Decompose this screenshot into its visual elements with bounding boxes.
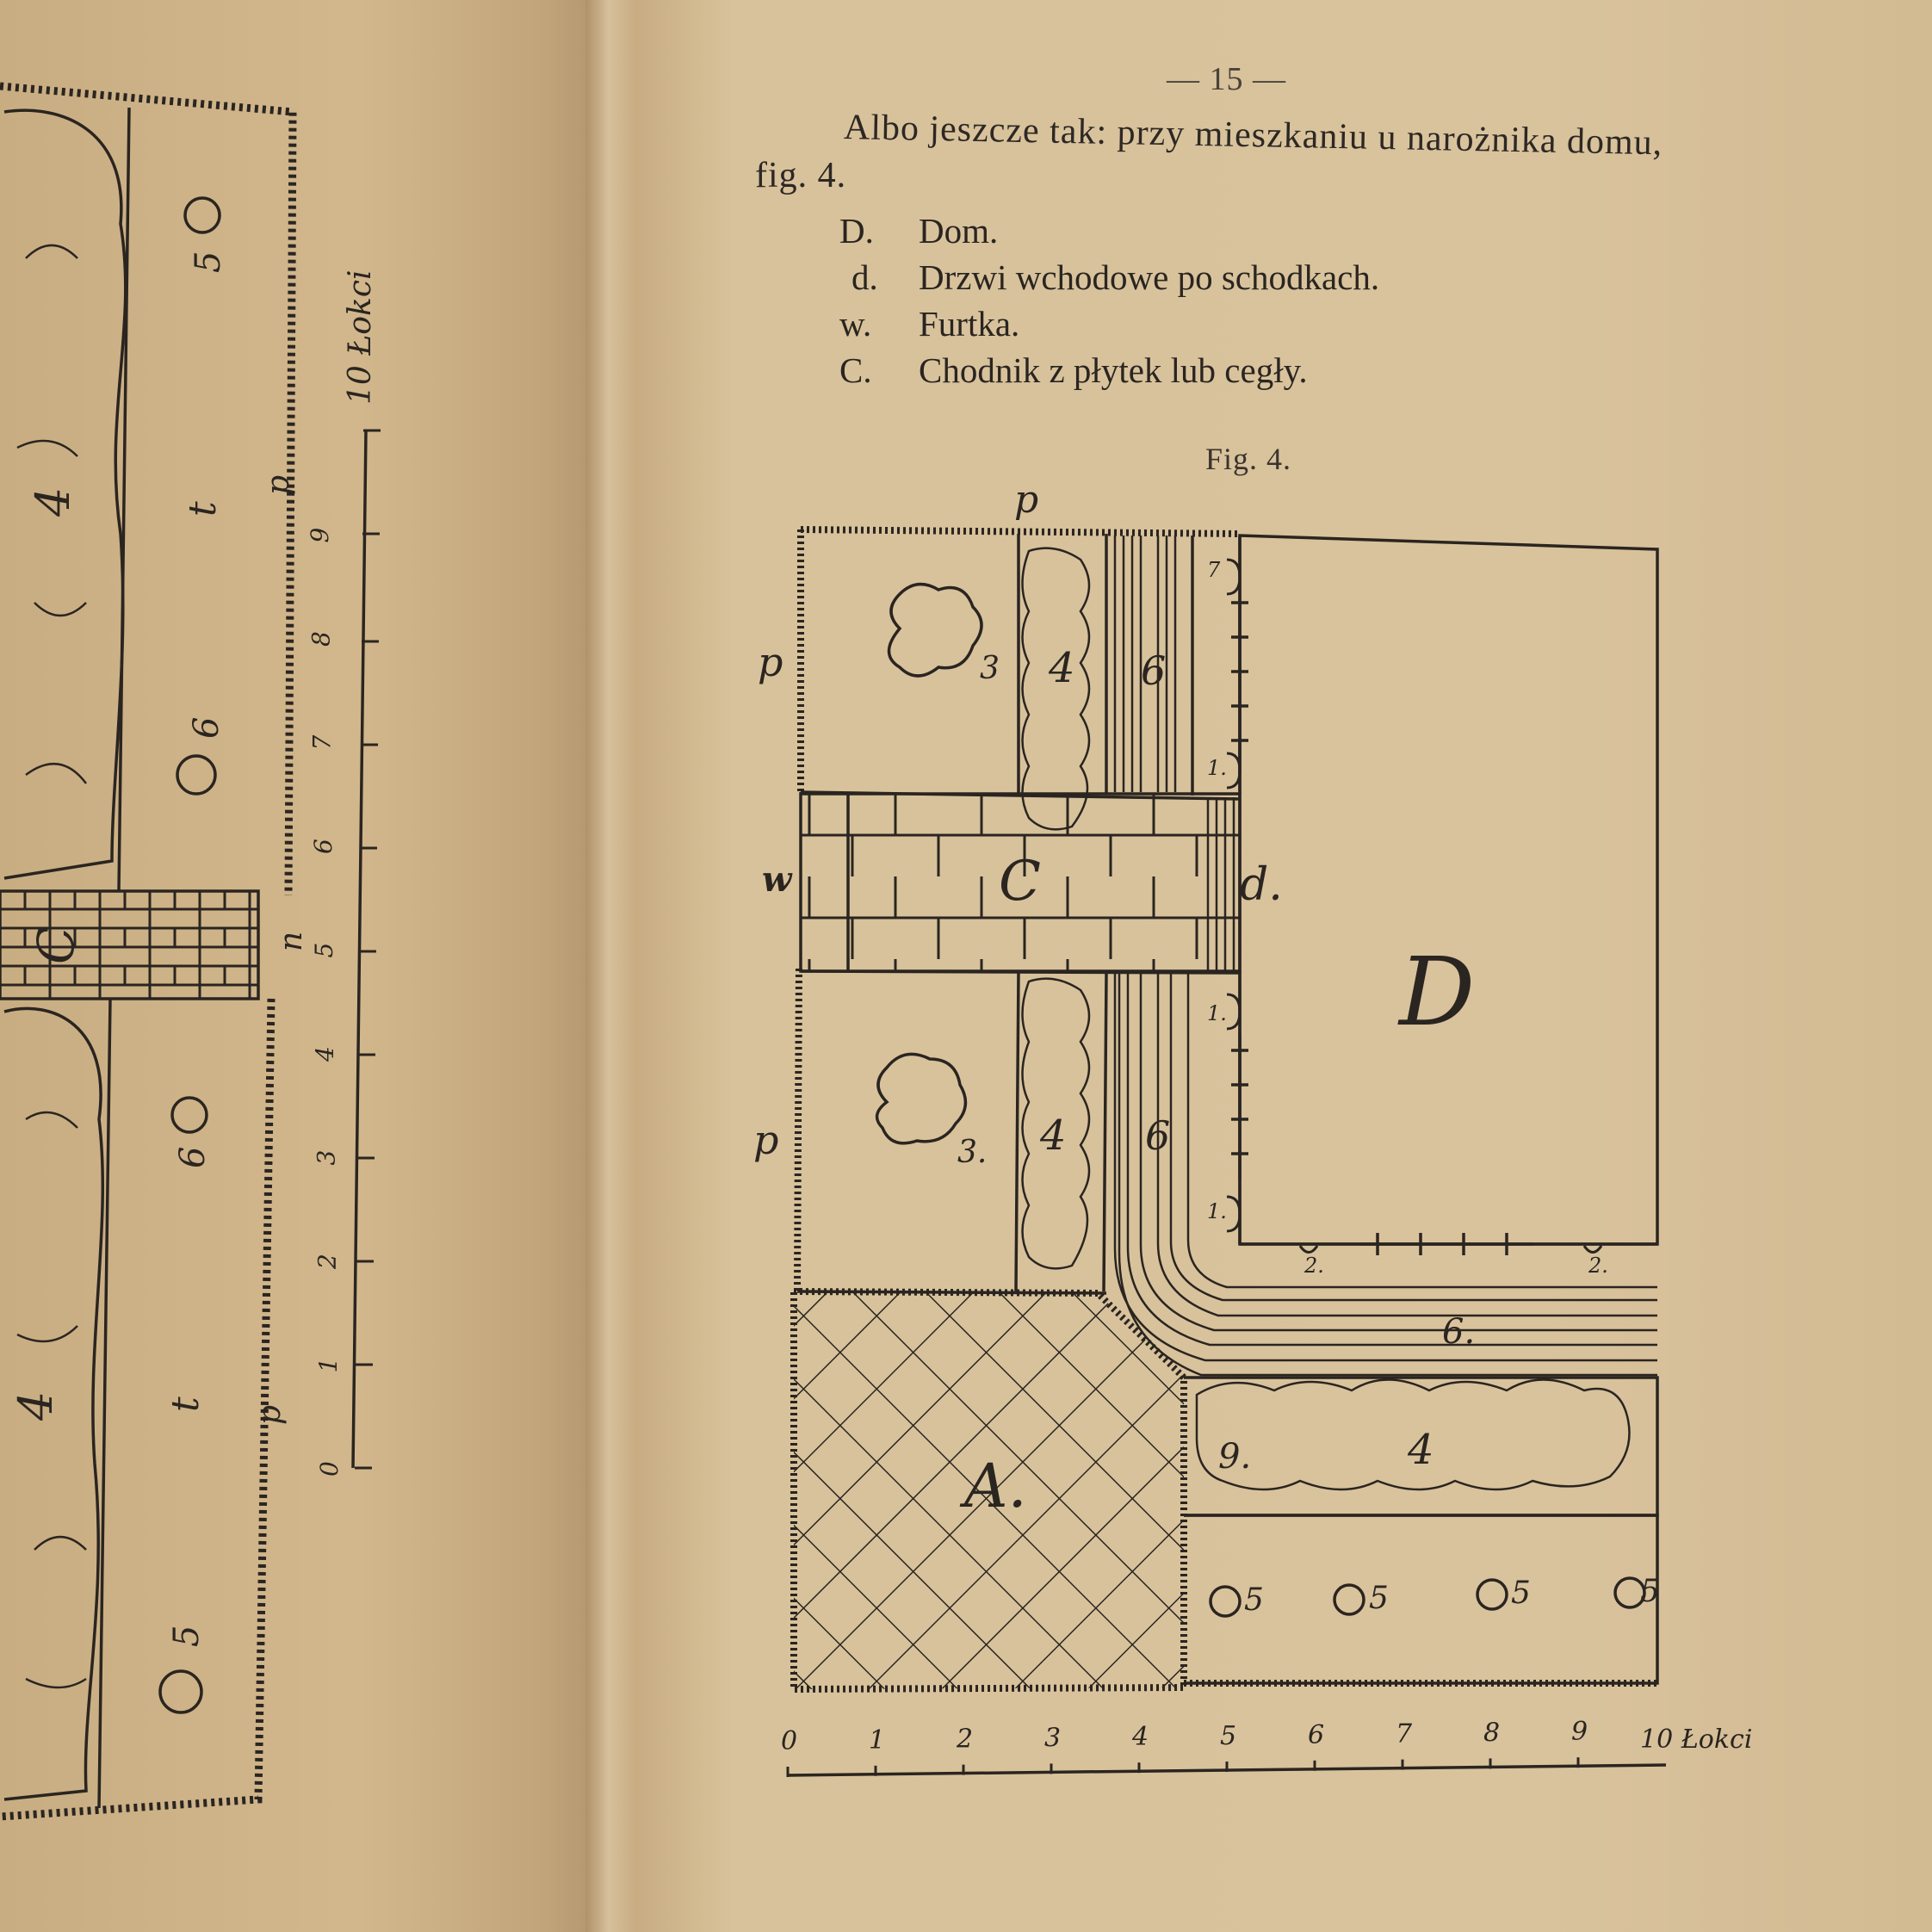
legend-key: D. <box>839 211 874 251</box>
scale-tick-label: 0 <box>781 1726 798 1756</box>
scale-tick-label: 8 <box>1483 1718 1501 1749</box>
stripe-lower-number: 6 <box>1145 1112 1171 1159</box>
left-bed-a-label: 4 <box>26 486 80 517</box>
fence-top-label: p <box>1014 478 1039 522</box>
left-path-label: C <box>27 926 85 964</box>
small-mark: 1. <box>1207 756 1227 780</box>
shrub-row-number: 5 <box>1511 1576 1531 1611</box>
scale-tick-label: 6 <box>1308 1719 1325 1750</box>
hedge-bottom-left-number: 9. <box>1218 1437 1252 1477</box>
legend-text: Drzwi wchodowe po schodkach. <box>919 257 1380 297</box>
gate-label: w <box>762 859 792 900</box>
scale-tick-label: 2 <box>957 1724 974 1755</box>
strip-upper-number: 4 <box>1049 644 1075 692</box>
house-outline <box>1240 536 1657 1244</box>
scale-tick-label: 4 <box>1132 1722 1149 1753</box>
scale-tick-label: 3 <box>1044 1723 1062 1754</box>
left-t-upper-label: t <box>181 501 225 517</box>
left-scale-tick-label: 0 <box>315 1461 344 1477</box>
left-shrub-mid2-num: 6 <box>173 1146 213 1168</box>
left-scale-tick-label: 3 <box>312 1149 341 1166</box>
legend-key: d. <box>851 257 878 297</box>
page-number: — 15 — <box>1167 61 1286 97</box>
figure-caption: Fig. 4. <box>1205 442 1292 476</box>
left-scale-unit: 10 Łokci <box>343 269 378 405</box>
left-fence3-label: n <box>274 931 309 951</box>
legend-text: Furtka. <box>919 304 1020 344</box>
legend-key: w. <box>839 304 872 344</box>
house-label: D <box>1399 937 1476 1047</box>
left-fence2-label: p <box>252 1404 288 1425</box>
strip-lower-number: 4 <box>1040 1112 1067 1160</box>
left-scale-tick-label: 1 <box>313 1357 343 1373</box>
left-scale-tick-label: 9 <box>306 527 335 543</box>
left-shrub-mid-num: 6 <box>187 716 226 739</box>
scale-tick-label: 1 <box>869 1725 886 1756</box>
plan-lines <box>788 529 1666 1777</box>
scale-tick-label: 5 <box>1220 1721 1237 1751</box>
left-scale-tick-label: 4 <box>311 1046 340 1062</box>
fence-left-upper-label: p <box>758 639 783 685</box>
left-bed-b-label: 4 <box>9 1390 63 1421</box>
fence-left-lower-label: p <box>753 1117 779 1163</box>
small-mark: 7 <box>1207 558 1221 582</box>
shrub-row-number: 5 <box>1369 1581 1389 1616</box>
legend-text: Dom. <box>919 211 999 251</box>
left-scale-tick-label: 7 <box>307 734 337 751</box>
intro-continuation: fig. 4. <box>755 156 847 195</box>
shrub-row-number: 5 <box>1244 1582 1264 1618</box>
path-label: C <box>999 850 1041 913</box>
intro-line: Albo jeszcze tak: przy mieszkaniu u narożnika domu, <box>843 108 1663 164</box>
scale-tick-label: 9 <box>1571 1717 1588 1748</box>
stripe-upper-number: 6 <box>1141 647 1167 694</box>
small-mark: 1. <box>1207 1001 1227 1025</box>
left-scale-tick-label: 8 <box>307 631 336 647</box>
scale-tick-labels <box>781 1717 1588 1756</box>
left-scale-tick-label: 5 <box>310 942 338 958</box>
stripe-bottom-number: 6. <box>1442 1312 1476 1352</box>
scale-unit: 10 Łokci <box>1640 1725 1753 1755</box>
left-shrub-lower-num: 5 <box>167 1625 207 1647</box>
small-mark: 2. <box>1588 1254 1608 1278</box>
door-label: d. <box>1240 859 1283 911</box>
left-t-lower-label: t <box>164 1396 207 1412</box>
bed-upper-number: 3 <box>980 651 1000 686</box>
left-scale-tick-label: 6 <box>308 839 337 854</box>
legend-key: C. <box>839 350 872 390</box>
small-mark: 2. <box>1304 1254 1324 1278</box>
scale-tick-label: 7 <box>1396 1718 1413 1749</box>
bed-lower-number: 3. <box>957 1135 988 1170</box>
small-mark: 1. <box>1207 1199 1227 1223</box>
shrub-lower <box>877 1054 966 1142</box>
left-fence-label: p <box>261 474 296 495</box>
shrub-row-number: 5 <box>1640 1574 1660 1609</box>
top-fence <box>801 529 1240 534</box>
left-shrub-upper-num: 5 <box>189 251 228 273</box>
legend-text: Chodnik z płytek lub cegły. <box>919 350 1308 390</box>
left-scale-tick-label: 2 <box>313 1254 342 1269</box>
area-a-label: A. <box>964 1451 1027 1521</box>
hedge-bottom-mid-number: 4 <box>1408 1426 1434 1474</box>
shrub-upper <box>889 585 982 676</box>
